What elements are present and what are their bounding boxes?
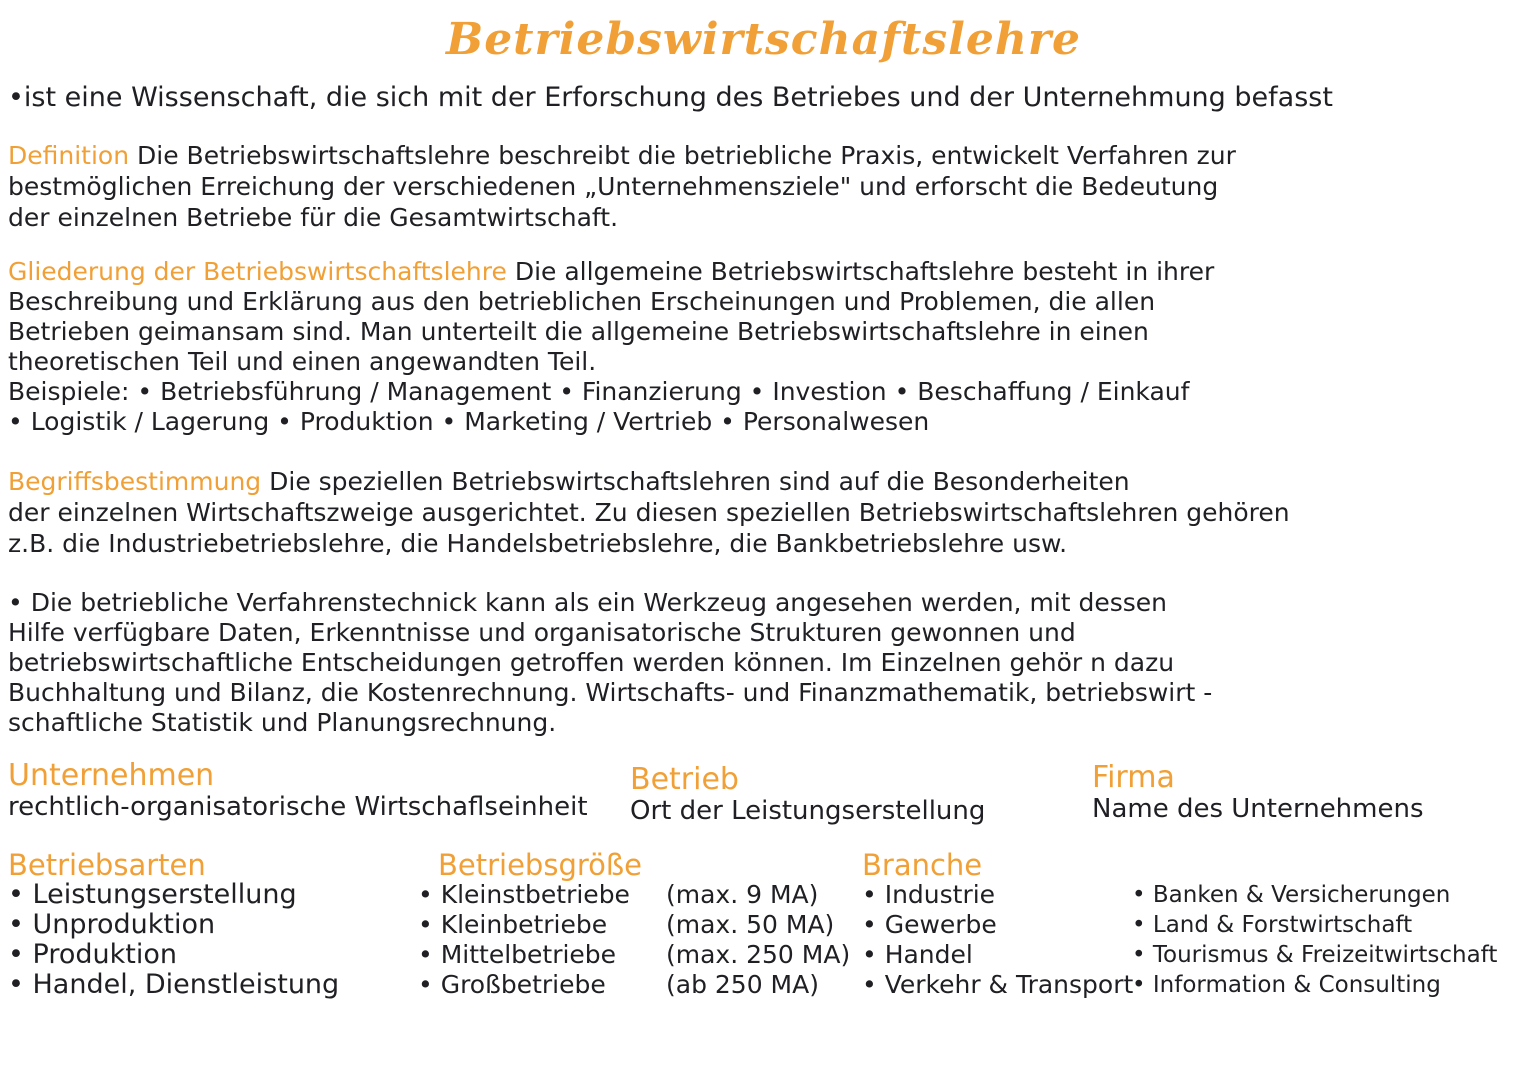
verfahren-section	[8, 588, 1508, 738]
list-item: • Großbetriebe	[418, 970, 606, 999]
verfahren-line: • Die betriebliche Verfahrenstechnick kann als ein Werkzeug angesehen werden, mit dessen	[8, 588, 1168, 617]
list-item: • Tourismus & Freizeitwirtschaft	[1132, 942, 1498, 968]
groesse-head: Betriebsgröße	[438, 848, 642, 882]
term-betrieb	[630, 764, 985, 826]
list-item: • Kleinbetriebe	[418, 910, 608, 939]
verfahren-line: betriebswirtschaftliche Entscheidungen getroffen werden können. Im Einzelnen gehör n dazu	[8, 648, 1175, 677]
betriebsarten-head: Betriebsarten	[8, 848, 206, 882]
betriebsarten-list	[8, 850, 339, 1000]
verfahren-line: schaftliche Statistik und Planungsrechnung.	[8, 708, 557, 737]
begriff-line: Die speziellen Betriebswirtschaftslehren sind auf die Besonderheiten	[269, 467, 1130, 496]
gliederung-examples: Beispiele: • Betriebsführung / Management • Finanzierung • Investion • Beschaffung / Einkauf	[8, 377, 1190, 406]
branche-list-2	[1132, 880, 1497, 1000]
list-item: • Industrie	[862, 880, 996, 909]
branche-list	[862, 850, 1133, 1000]
list-item: • Leistungserstellung	[8, 879, 297, 910]
gliederung-line: theoretischen Teil und einen angewandten Teil.	[8, 347, 597, 376]
list-item: • Handel, Dienstleistung	[8, 969, 340, 1000]
definition-line: der einzelnen Betriebe für die Gesamtwirtschaft.	[8, 203, 619, 232]
definition-section	[8, 140, 1508, 233]
intro-text: •ist eine Wissenschaft, die sich mit der Erforschung des Betriebes und der Unternehmung befasst	[8, 82, 1333, 113]
groesse-list	[418, 850, 642, 1000]
term-unternehmen	[8, 760, 588, 822]
gliederung-section	[8, 257, 1508, 437]
begriff-section	[8, 466, 1508, 559]
definition-line: Die Betriebswirtschaftslehre beschreibt die betriebliche Praxis, entwickelt Verfahren zur	[137, 141, 1236, 170]
list-item: • Handel	[862, 940, 973, 969]
list-item: • Unproduktion	[8, 909, 216, 940]
verfahren-line: Hilfe verfügbare Daten, Erkenntnisse und organisatorische Strukturen gewonnen und	[8, 618, 1076, 647]
list-item: • Produktion	[8, 939, 177, 970]
term-body: rechtlich-organisatorische Wirtschaflseinheit	[8, 792, 588, 822]
list-item: • Land & Forstwirtschaft	[1132, 912, 1413, 938]
begriff-line: z.B. die Industriebetriebslehre, die Handelsbetriebslehre, die Bankbetriebslehre usw.	[8, 529, 1068, 558]
begriff-label: Begriffsbestimmung	[8, 467, 262, 496]
list-item: • Information & Consulting	[1132, 972, 1441, 998]
page-title: Betriebswirtschaftslehre	[446, 14, 1081, 65]
gliederung-label: Gliederung der Betriebswirtschaftslehre	[8, 257, 507, 286]
term-body: Ort der Leistungserstellung	[630, 796, 986, 826]
term-head: Firma	[1092, 760, 1175, 795]
list-item: (ab 250 MA)	[666, 970, 819, 999]
term-head: Betrieb	[630, 762, 739, 797]
term-firma	[1092, 762, 1424, 824]
branche-head: Branche	[862, 848, 983, 882]
list-item: • Banken & Versicherungen	[1132, 882, 1451, 908]
list-item: • Verkehr & Transport	[862, 970, 1134, 999]
groesse-limits	[666, 880, 850, 1000]
definition-line: bestmöglichen Erreichung der verschiedenen „Unternehmensziele" und erforscht die Bedeutung	[8, 172, 1219, 201]
list-item: (max. 9 MA)	[666, 880, 819, 909]
verfahren-line: Buchhaltung und Bilanz, die Kostenrechnung. Wirtschafts- und Finanzmathematik, betriebswirt -	[8, 678, 1213, 707]
gliederung-line: Die allgemeine Betriebswirtschaftslehre besteht in ihrer	[514, 257, 1215, 286]
gliederung-line: Beschreibung und Erklärung aus den betrieblichen Erscheinungen und Problemen, die allen	[8, 287, 1156, 316]
list-item: • Mittelbetriebe	[418, 940, 617, 969]
list-item: (max. 250 MA)	[666, 940, 851, 969]
gliederung-examples: • Logistik / Lagerung • Produktion • Marketing / Vertrieb • Personalwesen	[8, 407, 930, 436]
list-item: • Gewerbe	[862, 910, 997, 939]
definition-label: Definition	[8, 141, 130, 170]
list-item: (max. 50 MA)	[666, 910, 835, 939]
list-item: • Kleinstbetriebe	[418, 880, 630, 909]
term-head: Unternehmen	[8, 758, 215, 793]
begriff-line: der einzelnen Wirtschaftszweige ausgerichtet. Zu diesen speziellen Betriebswirtschaftslehren gehören	[8, 498, 1290, 527]
term-body: Name des Unternehmens	[1092, 794, 1424, 824]
gliederung-line: Betrieben geimansam sind. Man unterteilt die allgemeine Betriebswirtschaftslehre in einen	[8, 317, 1149, 346]
